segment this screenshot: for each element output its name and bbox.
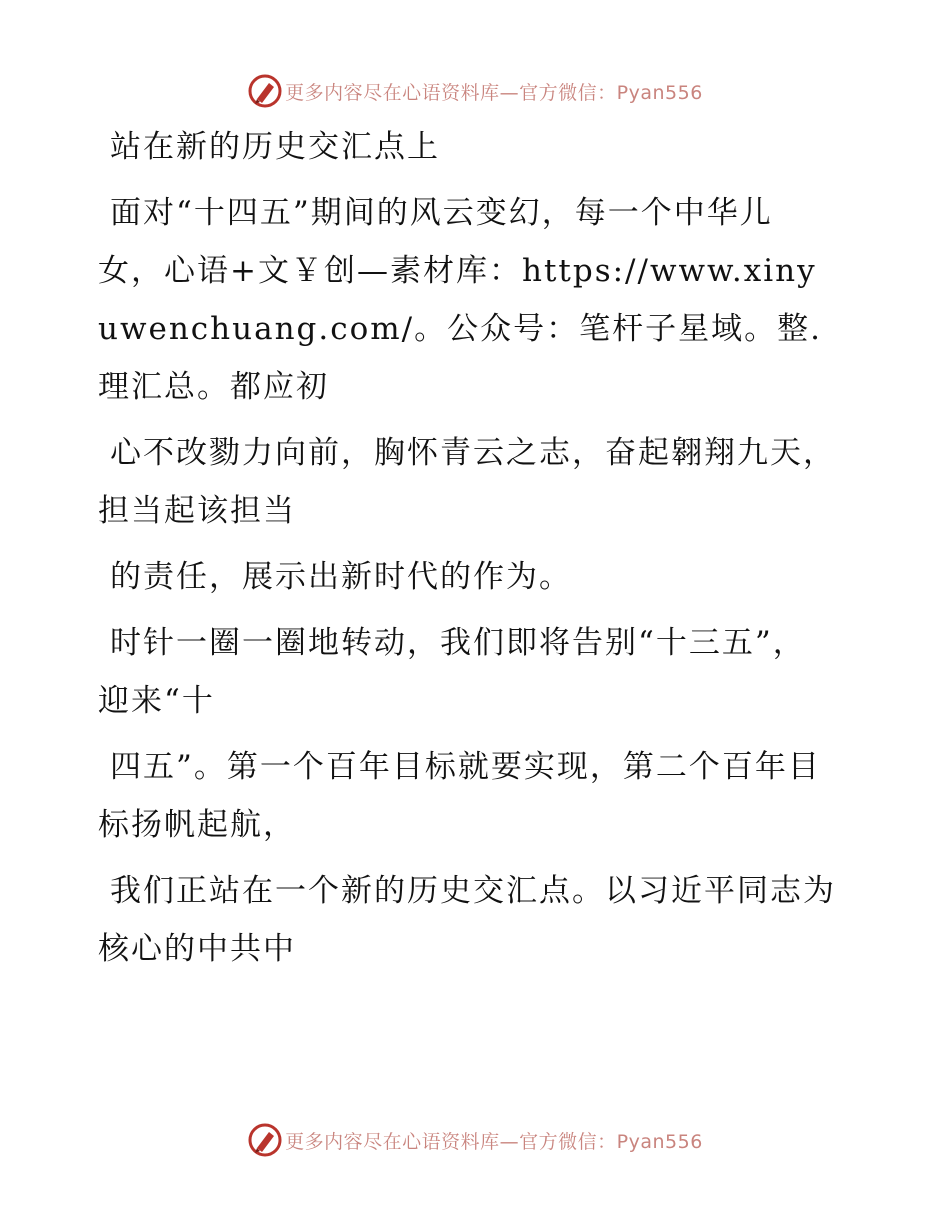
pen-logo-icon xyxy=(247,1122,283,1158)
paragraph: 时针一圈一圈地转动，我们即将告别“十三五”，迎来“十 xyxy=(98,625,806,719)
header-banner xyxy=(0,71,950,111)
banner-text: 更多内容尽在心语资料库—官方微信：Pyan556 xyxy=(285,1130,703,1153)
banner-text: 更多内容尽在心语资料库—官方微信：Pyan556 xyxy=(285,81,703,104)
paragraph: 面对“十四五”期间的风云变幻，每一个中华儿女，心语+文￥创—素材库：https://www.xinyuwenchuang.com/。公众号：笔杆子星域。整.理汇总。都应初 xyxy=(98,195,822,405)
pen-logo-icon xyxy=(247,73,283,109)
paragraph: 站在新的历史交汇点上 xyxy=(110,129,440,165)
footer-banner xyxy=(0,1120,950,1160)
paragraph: 的责任，展示出新时代的作为。 xyxy=(110,559,572,595)
document-body xyxy=(98,118,838,986)
paragraph: 四五”。第一个百年目标就要实现，第二个百年目标扬帆起航， xyxy=(98,749,821,843)
paragraph: 我们正站在一个新的历史交汇点。以习近平同志为核心的中共中 xyxy=(98,873,836,967)
paragraph: 心不改勠力向前，胸怀青云之志，奋起翱翔九天，担当起该担当 xyxy=(98,435,836,529)
